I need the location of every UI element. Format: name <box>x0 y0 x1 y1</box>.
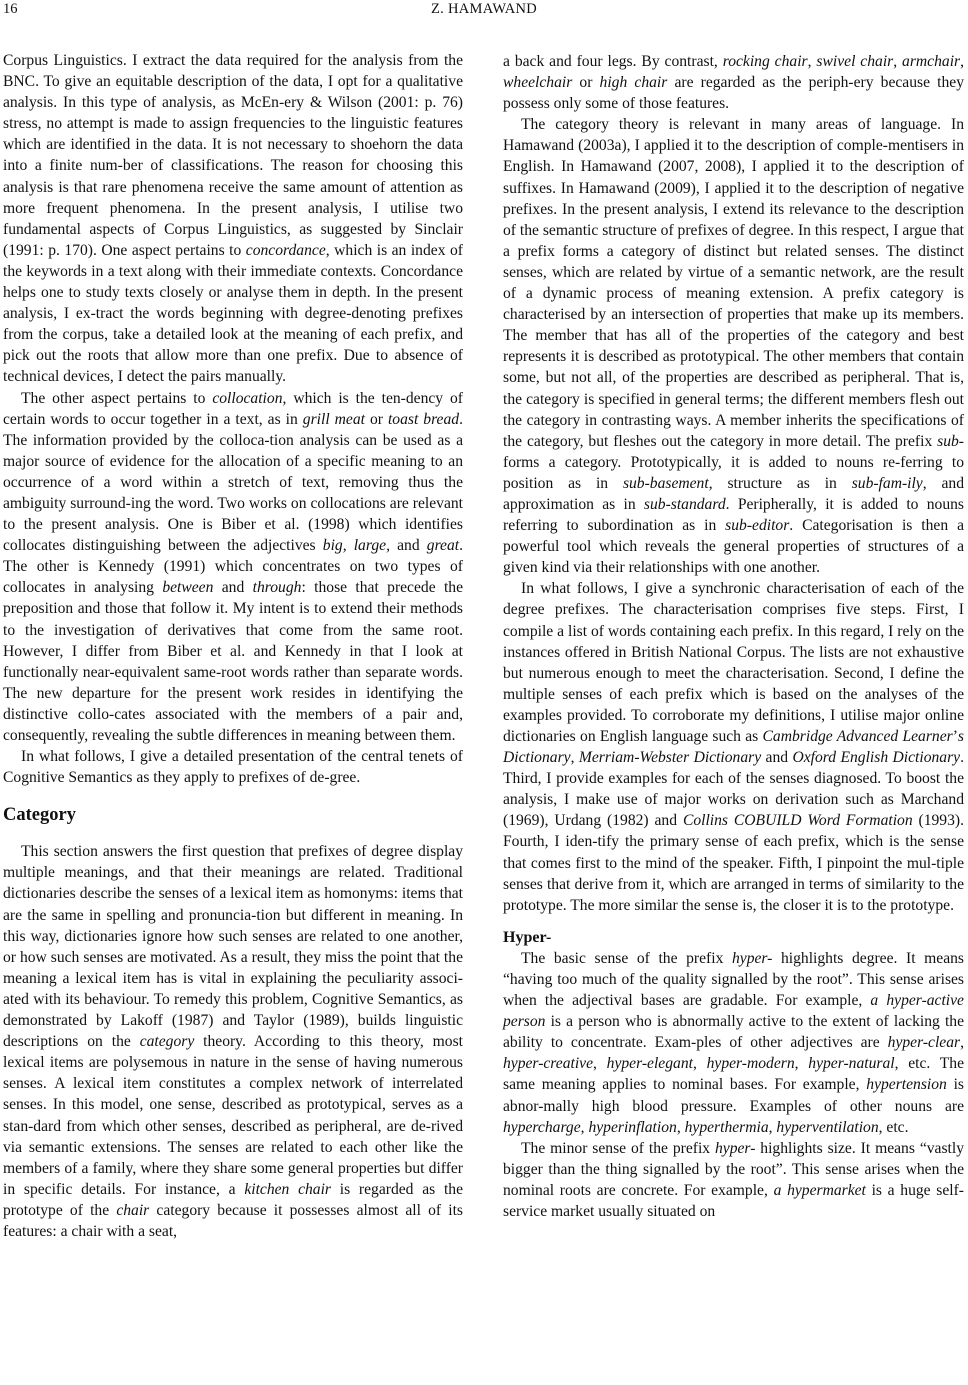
italic-run: kitchen chair <box>244 1180 332 1198</box>
italic-run: swivel chair <box>816 53 894 70</box>
text-run: The other aspect pertains to <box>21 389 213 407</box>
text-run: ’ <box>952 728 958 745</box>
text-run: , which is the ten-dency of certain words to occur together in a text, as in <box>3 389 464 428</box>
text-run: , structure as in <box>708 474 852 492</box>
italic-run: through <box>252 579 302 597</box>
italic-run: sub-standard <box>643 495 726 513</box>
italic-run: hyperthermia <box>684 1118 769 1136</box>
text-run: . The information provided by the colloca-tion analysis can be used as a major source of evidence for the allocation of a specific meaning to an occurrence of a word within a stretch of text, removing thus the ambiguity surround-ing the word. Two works on collocations are relevant to the present analysis. One is Biber et al. (1998) which identifies collocates distinguishing between the adjectives <box>3 410 463 555</box>
text-run: are regarded as the periph-ery because they possess only some of those features. <box>503 74 964 113</box>
text-run: theory. According to this theory, most lexical items are polysemous in nature in the sense of having numerous senses. A lexical item constitutes a complex network of interrelated senses. In this model, one sense, described as prototypical, serves as a stan-dard from which other senses, described as peripheral, are de-rived via semantic extensions. The senses are related to each other like the members of a family, where they share some general properties but differ in specific details. For instance, a <box>3 1033 463 1198</box>
text-run: is a huge self-service market usually situated on <box>503 1181 964 1220</box>
text-run: a back and four legs. By contrast, <box>503 53 723 70</box>
italic-run: Oxford English Dictionary <box>792 749 961 767</box>
italic-run: hyperventilation <box>776 1118 879 1136</box>
italic-run: sub- <box>937 432 964 450</box>
italic-run: Collins COBUILD Word Formation <box>682 812 913 830</box>
text-run: , <box>692 1055 707 1073</box>
text-run: , etc. The same meaning applies to nominal bases. For example, <box>503 1055 965 1094</box>
right-column <box>503 51 964 1222</box>
text-run: category because it possesses almost all of its features: a chair with a seat, <box>3 1201 463 1240</box>
paragraph <box>503 948 964 1138</box>
section-heading: Category <box>3 805 76 826</box>
text-run: or <box>364 410 388 428</box>
text-run: , and approximation as in <box>503 474 965 513</box>
italic-run: concordance <box>245 241 326 259</box>
text-run: is abnor-mally high blood pressure. Examples of other nouns are <box>503 1076 964 1115</box>
text-run: and <box>389 537 427 555</box>
italic-run: between <box>162 579 214 597</box>
paragraph <box>3 746 463 788</box>
text-run: The minor sense of the prefix <box>521 1139 715 1157</box>
text-run: , <box>768 1118 777 1136</box>
italic-run: hyper-creative <box>503 1055 594 1073</box>
text-run: , which is an index of the keywords in a text along with their immediate contexts. Concordance helps one to study texts closely or analyse them in depth. In the present analysis, I ex-tract the words beginning with degree-denoting prefixes from the corpus, take a detailed look at the meaning of each prefix, and pick out the roots that allow more than one prefix. Due to absence of technical devices, I detect the pairs manually. <box>3 241 463 386</box>
italic-run: Merriam-Webster Dictionary <box>578 749 762 767</box>
text-run: . The other is Kennedy (1991) which concentrates on two types of collocates in analysing <box>3 537 464 597</box>
text-run: , <box>580 1118 589 1136</box>
italic-run: collocation <box>212 389 283 407</box>
text-run: . Third, I provide examples for each of the senses diagnosed. To boost the analysis, I make use of major works on derivation such as Marchand (1969), Urdang (1982) and <box>503 749 964 830</box>
text-run: , <box>593 1055 607 1073</box>
italic-run: hyper-modern <box>706 1055 795 1073</box>
paragraph <box>3 388 463 747</box>
italic-run: rocking chair <box>722 53 808 70</box>
italic-run: armchair <box>902 53 961 70</box>
italic-run: sub-fam-ily <box>851 474 923 492</box>
italic-run: big, large, <box>322 537 390 555</box>
italic-run: s Dictionary <box>503 728 964 767</box>
paragraph <box>3 50 463 388</box>
text-run: highlights degree. It means “having too much of the quality signalled by the root”. This sense arises when the adjectival bases are gradable. For example, <box>503 949 964 1010</box>
text-run: , <box>807 53 817 70</box>
text-run: (1993). Fourth, I iden-tify the primary sense of each prefix, which is the sense that comes first to the mind of the speaker. Fifth, I pinpoint the mul-tiple senses that derive from it, which are arranged in terms of similarity to the prototype. The more similar the sense is, the closer it is to the prototype. <box>503 812 964 914</box>
page-number: 16 <box>3 1 18 17</box>
text-run: In what follows, I give a synchronic characterisation of each of the degree prefixes. The characterisation comprises five steps. First, I compile a list of words containing each prefix. In this regard, I rely on the instances offered in British National Corpus. The lists are not exhaustive but numerous enough to meet the characterisation. Second, I define the multiple senses of each prefix which is based on the analyses of the examples provided. To corroborate my definitions, I utilise major online dictionaries on English language such as <box>503 580 964 745</box>
text-run: or <box>572 74 600 92</box>
paragraph <box>3 841 463 1242</box>
text-run: . Peripherally, it is added to nouns referring to subordination as in <box>503 495 964 535</box>
italic-run: great <box>426 537 460 555</box>
running-head <box>0 0 968 26</box>
text-run: , <box>794 1055 809 1073</box>
italic-run: grill meat <box>302 410 365 428</box>
text-run: , <box>893 53 903 70</box>
italic-run: hypertension <box>866 1076 947 1094</box>
italic-run: Cambridge Advanced Learner <box>762 728 953 745</box>
italic-run: hyper- <box>731 949 773 967</box>
italic-run: hyper-elegant <box>606 1055 693 1073</box>
italic-run: sub-basement <box>622 474 709 492</box>
italic-run: chair <box>116 1201 150 1219</box>
text-run: and <box>213 579 253 597</box>
italic-run: hyperinflation <box>588 1118 677 1136</box>
text-run: . Categorisation is then a powerful tool which reveals the general properties of structures of a given kind via their relationships with one another. <box>503 517 964 577</box>
italic-run: hyper-clear <box>887 1034 961 1052</box>
italic-run: a hypermarket <box>773 1181 866 1199</box>
text-run: , <box>676 1118 685 1136</box>
italic-run: hyper- <box>715 1139 756 1157</box>
paragraph <box>503 51 964 114</box>
running-author: Z. HAMAWAND <box>430 1 538 17</box>
text-run: This section answers the first question that prefixes of degree display multiple meanings, and that their meanings are related. Traditional dictionaries describe the senses of a lexical item as homonyms: items that are the same in spelling and pronuncia-tion but different in meaning. In this way, dictionaries ignore how such senses are related to one another, or how such senses are motivated. As a result, they miss the point that the meaning a lexical item has is vital in explaining the peculiarity associ-ated with its behaviour. To remedy this problem, Cognitive Semantics, as demonstrated by Lakoff (1987) and Taylor (1989), builds linguistic descriptions on the <box>3 843 463 1051</box>
italic-run: wheelchair <box>503 74 573 92</box>
italic-run: sub-editor <box>725 517 790 535</box>
text-run: The category theory is relevant in many areas of language. In Hamawand (2003a), I applied it to the description of comple-mentisers in English. In Hamawand (2007, 2008), I applied it to the description of suffixes. In Hamawand (2009), I applied it to the description of negative prefixes. In the present analysis, I extend its relevance to the description of the semantic structure of prefixes of degree. In this respect, I argue that a prefix forms a category of distinct but related senses. The distinct senses, which are related by virtue of a semantic network, are the result of a dynamic process of meaning extension. A prefix category is characterised by an intersection of properties that make up its members. The member that has all of the properties of the category and best represents it is described as prototypical. The other members that contain some, but not all, of the properties are described as peripheral. That is, the category is specified in general terms; the different members flesh out the category in contrasting ways. A member inherits the specifications of the category, but fleshes out the category in more detail. The prefix <box>503 116 964 450</box>
italic-run: a hyper-active person <box>503 992 964 1031</box>
text-run: , etc. <box>878 1118 909 1136</box>
left-column <box>3 50 463 1242</box>
text-run: forms a category. Prototypically, it is added to nouns re-ferring to position as in <box>503 453 964 492</box>
text-run: is regarded as the prototype of the <box>3 1180 464 1219</box>
italic-run: high chair <box>599 74 668 92</box>
italic-run: category <box>139 1033 195 1051</box>
subsection-heading: Hyper- <box>503 928 552 946</box>
text-run: , <box>570 749 579 767</box>
text-run: : those that precede the preposition and those that follow it. My intent is to extend their methods to the investigation of derivatives that come from the same root. However, I differ from Biber et al. and Kennedy in that I look at functionally near-equivalent same-root words rather than separate words. The new departure for the present work resides in identifying the distinctive collo-cates associated with the members of a pair and, consequently, revealing the subtle differences in meaning between them. <box>3 579 464 744</box>
text-run: is a person who is abnormally active to the extent of lacking the ability to concentrate. Exam-ples of other adjectives are <box>503 1013 964 1052</box>
paragraph <box>503 114 964 578</box>
text-run: , <box>960 1034 964 1052</box>
text-run: In what follows, I give a detailed presentation of the central tenets of Cognitive Semantics as they apply to prefixes of de-gree. <box>3 748 463 787</box>
italic-run: hypercharge <box>503 1118 581 1136</box>
paragraph <box>503 578 964 916</box>
text-run: , <box>960 53 964 70</box>
text-run: Corpus Linguistics. I extract the data required for the analysis from the BNC. To give an equitable description of the data, I opt for a qualitative analysis. In this type of analysis, as McEn-ery & Wilson (2001: p. 76) stress, no attempt is made to assign frequencies to the linguistic features which are identified in the data. It is not necessary to shoehorn the data into a finite num-ber of classifications. The reason for choosing this analysis is that rare phenomena receive the same amount of attention as more frequent phenomena. In the present analysis, I utilise two fundamental aspects of Corpus Linguistics, as suggested by Sinclair (1991: p. 170). One aspect pertains to <box>3 52 463 259</box>
text-run: and <box>761 749 793 767</box>
italic-run: hyper-natural <box>808 1055 895 1073</box>
italic-run: toast bread <box>387 410 460 428</box>
paragraph <box>503 1138 964 1222</box>
text-run: highlights size. It means “vastly bigger than the thing signalled by the root”. This sense arises when the nominal roots are concrete. For example, <box>503 1139 964 1199</box>
text-run: The basic sense of the prefix <box>521 949 732 967</box>
